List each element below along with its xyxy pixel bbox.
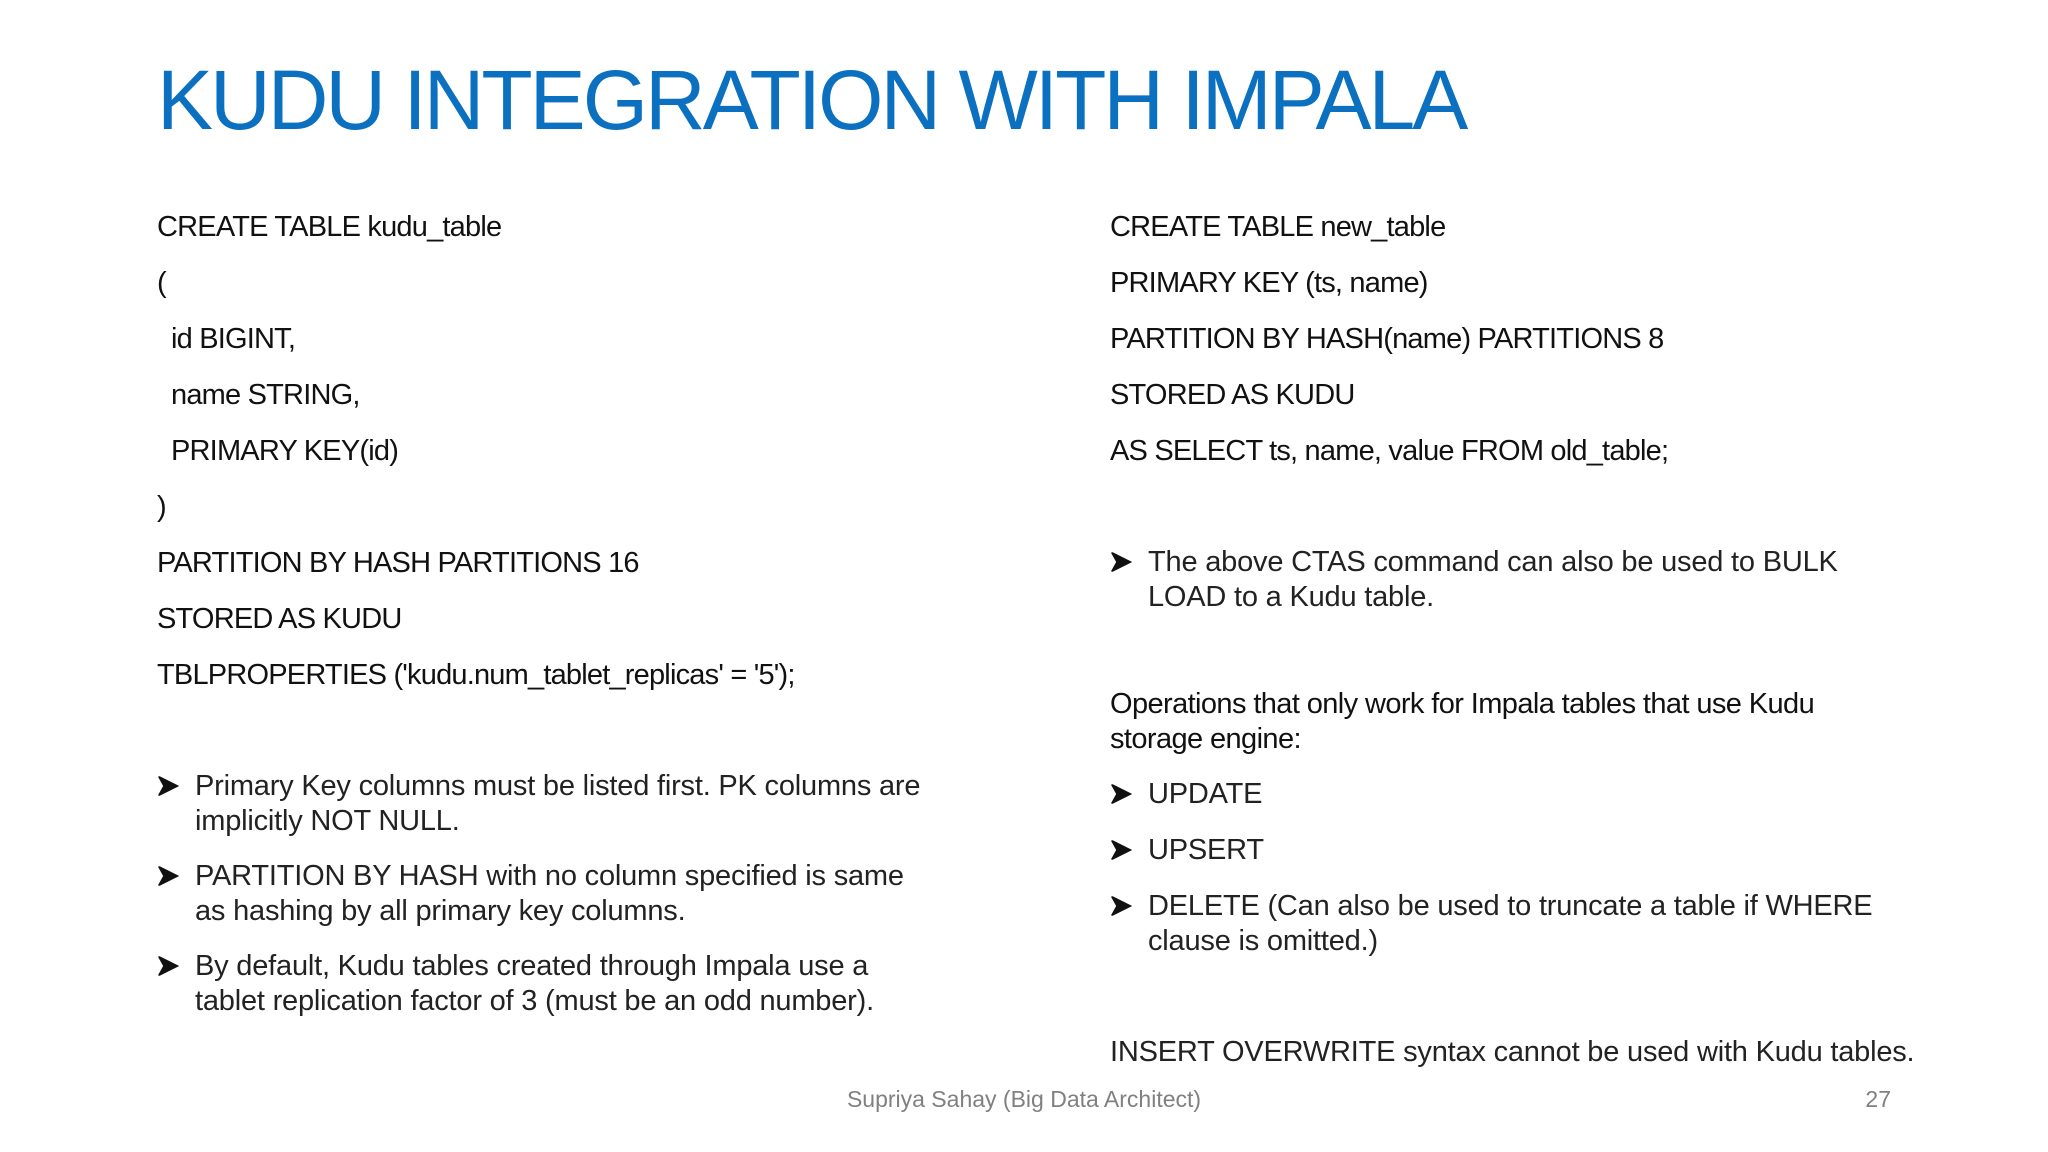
arrow-bullet-icon xyxy=(1110,777,1134,812)
code-line: STORED AS KUDU xyxy=(157,603,402,635)
insert-overwrite-note: INSERT OVERWRITE syntax cannot be used with Kudu tables. xyxy=(1110,1036,1915,1068)
code-line: PARTITION BY HASH PARTITIONS 16 xyxy=(157,547,639,579)
code-line: CREATE TABLE kudu_table xyxy=(157,211,502,243)
list-item xyxy=(1110,833,1910,868)
bullet-text: The above CTAS command can also be used to BULK LOAD to a Kudu table. xyxy=(1148,546,1838,613)
code-line: name STRING, xyxy=(171,379,360,411)
code-line: CREATE TABLE new_table xyxy=(1110,211,1446,243)
arrow-bullet-icon xyxy=(1110,545,1134,580)
list-item xyxy=(157,949,927,1019)
slide-footer: Supriya Sahay (Big Data Architect) xyxy=(846,1086,1202,1112)
operations-bullet-list xyxy=(1110,777,1910,959)
slide-title: KUDU INTEGRATION WITH IMPALA xyxy=(157,53,1466,147)
bullet-text: By default, Kudu tables created through Impala use a tablet replication factor of 3 (must be an odd number). xyxy=(195,950,874,1017)
bullet-text: UPSERT xyxy=(1148,834,1264,866)
list-item xyxy=(157,769,927,839)
bullet-text: Primary Key columns must be listed first. PK columns are implicitly NOT NULL. xyxy=(195,770,921,837)
code-line: PARTITION BY HASH(name) PARTITIONS 8 xyxy=(1110,323,1664,355)
code-line: ) xyxy=(157,491,166,523)
arrow-bullet-icon xyxy=(157,859,181,894)
arrow-bullet-icon xyxy=(157,949,181,984)
ctas-bullet-list xyxy=(1110,545,1910,615)
code-line: TBLPROPERTIES ('kudu.num_tablet_replicas' = '5'); xyxy=(157,659,795,691)
list-item xyxy=(1110,889,1910,959)
bullet-text: UPDATE xyxy=(1148,778,1263,810)
code-line: id BIGINT, xyxy=(171,323,296,355)
bullet-text: DELETE (Can also be used to truncate a table if WHERE clause is omitted.) xyxy=(1148,890,1873,957)
arrow-bullet-icon xyxy=(1110,889,1134,924)
page-number: 27 xyxy=(1865,1086,1891,1112)
list-item xyxy=(1110,777,1910,812)
arrow-bullet-icon xyxy=(157,769,181,804)
code-line: AS SELECT ts, name, value FROM old_table; xyxy=(1110,435,1669,467)
bullet-text: PARTITION BY HASH with no column specified is same as hashing by all primary key columns. xyxy=(195,860,904,927)
code-line: PRIMARY KEY (ts, name) xyxy=(1110,267,1428,299)
list-item xyxy=(1110,545,1910,615)
list-item xyxy=(157,859,927,929)
code-line: STORED AS KUDU xyxy=(1110,379,1355,411)
left-bullet-list xyxy=(157,769,927,1019)
operations-heading: Operations that only work for Impala tables that use Kudu storage engine: xyxy=(1110,688,1815,755)
code-line: PRIMARY KEY(id) xyxy=(171,435,399,467)
arrow-bullet-icon xyxy=(1110,833,1134,868)
code-line: ( xyxy=(157,267,166,299)
